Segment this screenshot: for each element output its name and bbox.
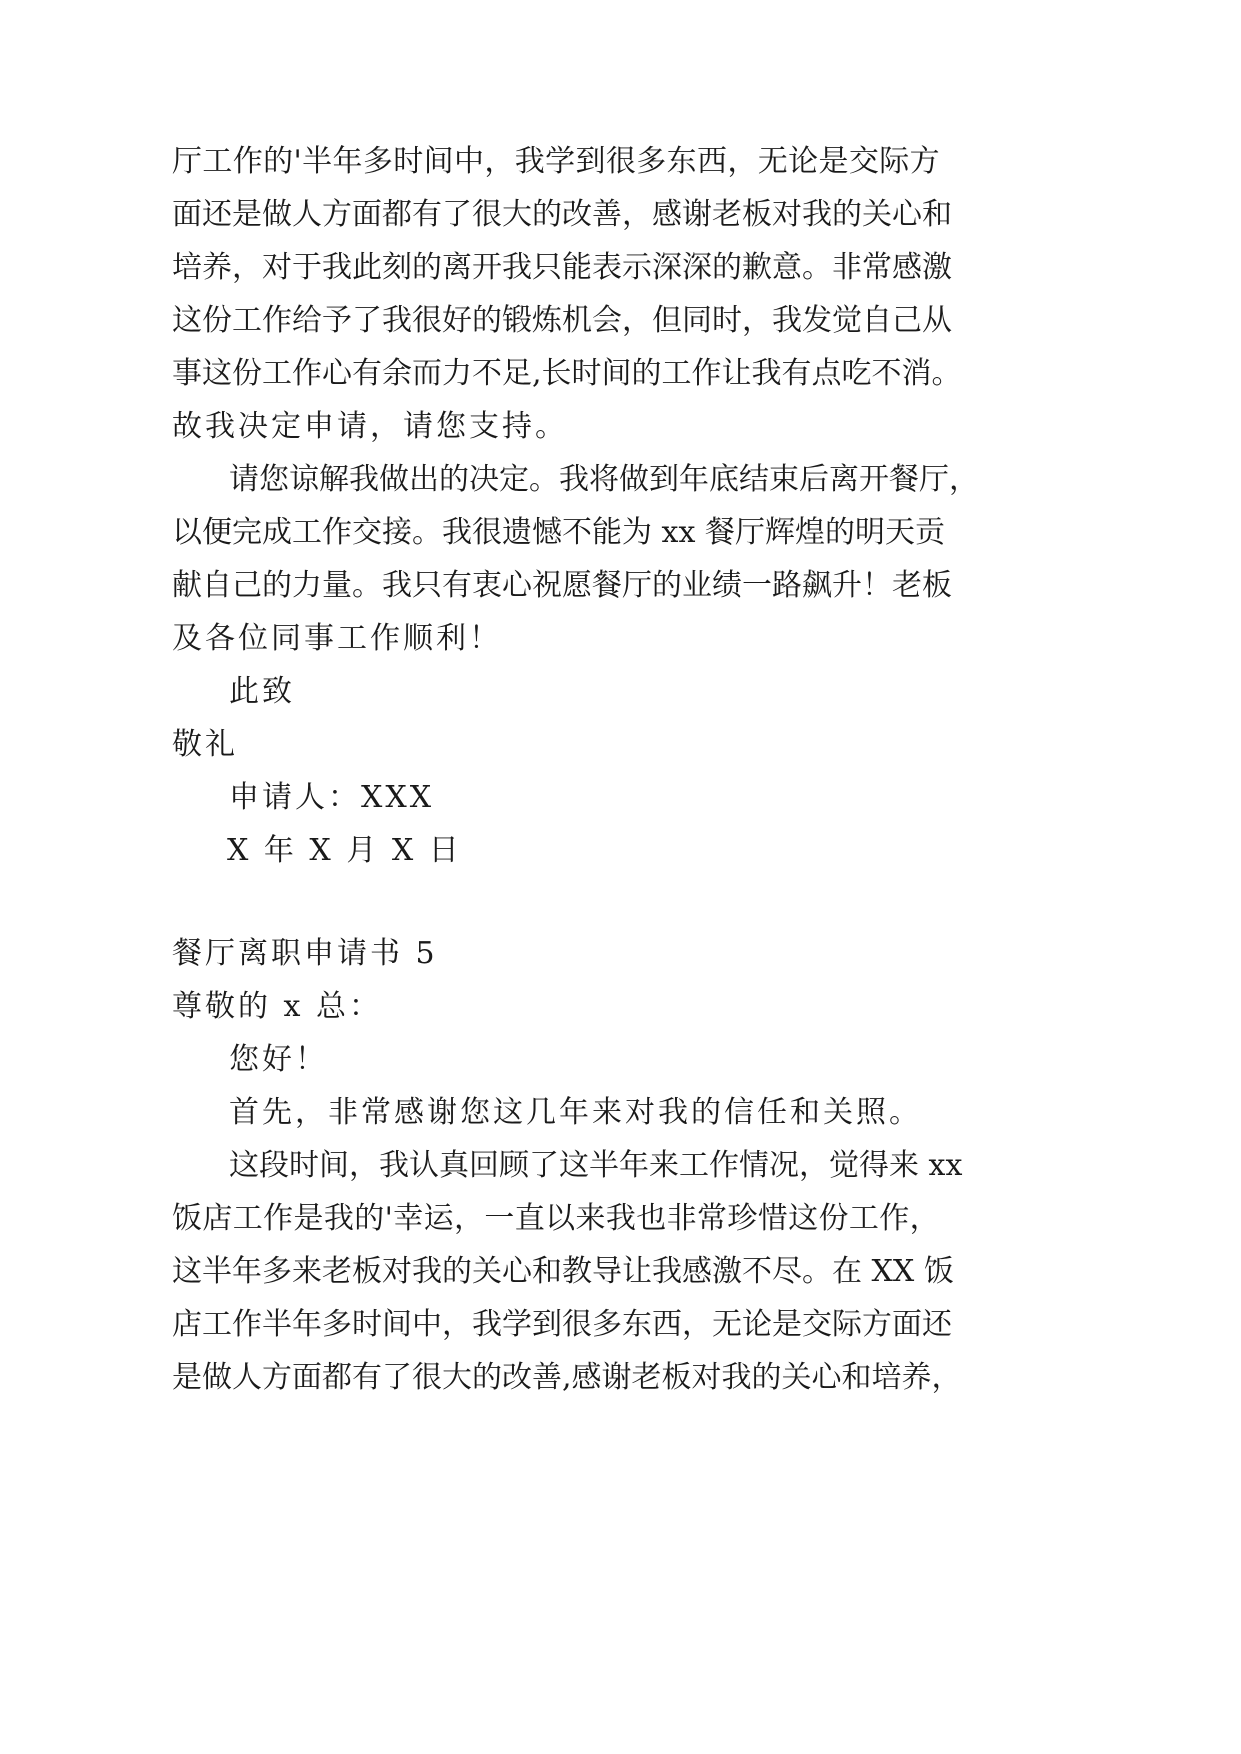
salutation-line: 此致 bbox=[229, 674, 295, 709]
applicant-line: 申请人：XXX bbox=[229, 780, 435, 815]
greeting-line: 尊敬的 x 总： bbox=[172, 989, 382, 1024]
text-line: 这 半 年 多 来 老 板 对 我 的 关 心 和 教 导 让 我 感 激 不 尽 。 在 X X 饭 bbox=[172, 1254, 954, 1289]
date-line: X 年 X 月 X 日 bbox=[227, 833, 462, 868]
text-line: 及各位同事工作顺利！ bbox=[172, 621, 502, 656]
text-line: 店 工 作 半 年 多 时 间 中 ， 我 学 到 很 多 东 西 ， 无 论 是 交 际 方 面 还 bbox=[172, 1307, 952, 1342]
text-line: 请 您 谅 解 我 做 出 的 决 定 。 我 将 做 到 年 底 结 束 后 离 开 餐 厅 ， bbox=[229, 462, 979, 497]
salutation-line: 敬礼 bbox=[172, 727, 238, 762]
text-line: 这 段 时 间 ， 我 认 真 回 顾 了 这 半 年 来 工 作 情 况 ， 觉 得 来 x x bbox=[229, 1148, 963, 1183]
text-line: 献 自 己 的 力 量 。 我 只 有 衷 心 祝 愿 餐 厅 的 业 绩 一 路 飙 升 ！ 老 板 bbox=[172, 568, 952, 603]
text-line: 面 还 是 做 人 方 面 都 有 了 很 大 的 改 善 ， 感 谢 老 板 对 我 的 关 心 和 bbox=[172, 197, 952, 232]
text-line: 以 便 完 成 工 作 交 接 。 我 很 遗 憾 不 能 为 x x 餐 厅 辉 煌 的 明 天 贡 bbox=[172, 515, 945, 550]
text-line: 培 养 ， 对 于 我 此 刻 的 离 开 我 只 能 表 示 深 深 的 歉 意 。 非 常 感 激 bbox=[172, 250, 952, 285]
text-line: 故我决定申请，请您支持。 bbox=[172, 409, 568, 444]
hello-line: 您好！ bbox=[229, 1042, 328, 1077]
text-line: 饭 店 工 作 是 我 的 ' 幸 运 ， 一 直 以 来 我 也 非 常 珍 惜 这 份 工 作 ， bbox=[172, 1201, 940, 1236]
text-line: 事 这 份 工 作 心 有 余 而 力 不 足 , 长 时 间 的 工 作 让 我 有 点 吃 不 消 。 bbox=[172, 356, 962, 391]
section-title: 餐厅离职申请书 5 bbox=[172, 936, 438, 971]
text-line: 这 份 工 作 给 予 了 我 很 好 的 锻 炼 机 会 ， 但 同 时 ， 我 发 觉 自 己 从 bbox=[172, 303, 952, 338]
text-line: 首先，非常感谢您这几年来对我的信任和关照。 bbox=[229, 1095, 922, 1130]
text-line: 是 做 人 方 面 都 有 了 很 大 的 改 善 , 感 谢 老 板 对 我 的 关 心 和 培 养 ， bbox=[172, 1360, 962, 1395]
text-line: 厅 工 作 的 ' 半 年 多 时 间 中 ， 我 学 到 很 多 东 西 ， 无 论 是 交 际 方 bbox=[172, 144, 940, 179]
